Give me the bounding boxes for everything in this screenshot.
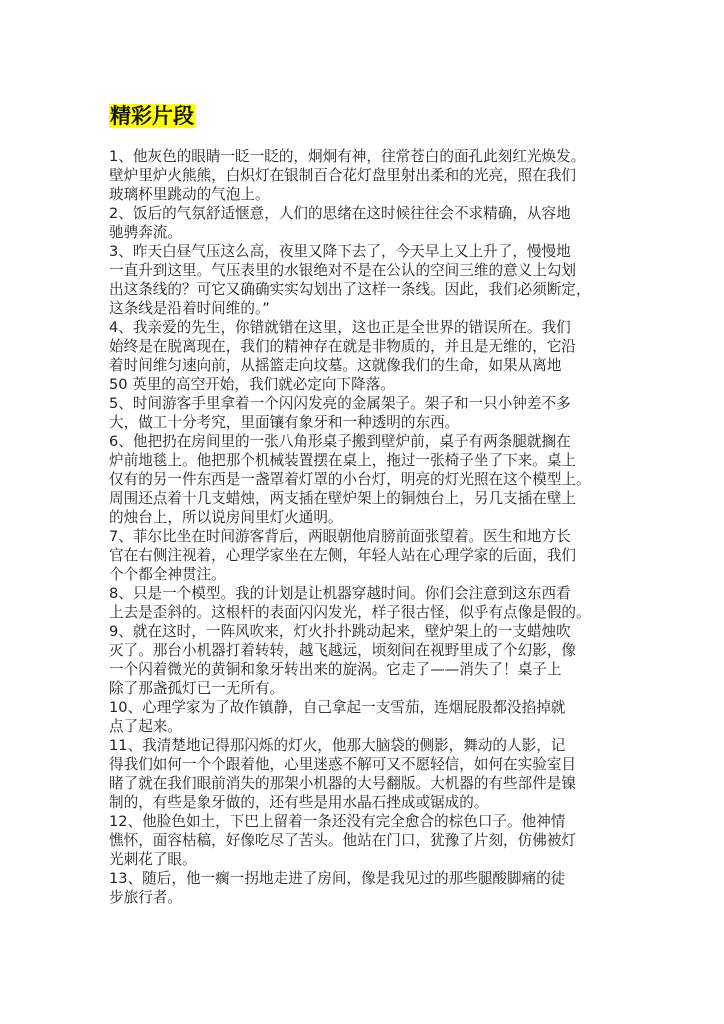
paragraph-line: 玻璃杯里跳动的气泡上。: [109, 186, 270, 203]
paragraph-line: 炉前地毯上。他把那个机械装置摆在桌上，拖过一张椅子坐了下来。桌上: [109, 452, 577, 469]
excerpt-paragraph: [109, 698, 649, 736]
paragraph-line: 50 英里的高空开始，我们就必定向下降落。: [109, 376, 395, 393]
excerpt-paragraph: [109, 527, 649, 584]
paragraph-line: 一直升到这里。气压表里的水银绝对不是在公认的空间三维的意义上勾划: [109, 262, 577, 279]
paragraph-line: 除了那盏孤灯已一无所有。: [109, 680, 285, 697]
excerpt-paragraph: [109, 869, 649, 907]
paragraph-line: 着时间维匀速向前，从摇篮走向坟墓。这就像我们的生命，如果从离地: [109, 357, 562, 374]
paragraph-line: 这条线是沿着时间维的。”: [109, 300, 270, 317]
paragraph-line: 8、只是一个模型。我的计划是让机器穿越时间。你们会注意到这东西看: [109, 585, 571, 602]
paragraph-line: 5、时间游客手里拿着一个闪闪发亮的金属架子。架子和一只小钟差不多: [109, 395, 571, 412]
paragraph-line: 得我们如何一个个跟着他，心里迷惑不解可又不愿轻信，如何在实验室目: [109, 756, 577, 773]
paragraph-line: 壁炉里炉火熊熊，白炽灯在银制百合花灯盘里射出柔和的光亮，照在我们: [109, 167, 577, 184]
paragraph-line: 制的，有些是象牙做的，还有些是用水晶石挫成或锯成的。: [109, 794, 489, 811]
paragraph-line: 光刺花了眼。: [109, 851, 197, 868]
paragraph-line: 个个都全神贯注。: [109, 566, 226, 583]
paragraph-line: 3、昨天白昼气压这么高，夜里又降下去了，今天早上又上升了，慢慢地: [109, 243, 571, 260]
excerpt-paragraph: [109, 242, 649, 318]
paragraph-line: 官在右侧注视着，心理学家坐在左侧，年轻人站在心理学家的后面，我们: [109, 547, 577, 564]
section-title: 精彩片段: [110, 104, 194, 128]
paragraph-line: 周围还点着十几支蜡烛，两支插在壁炉架上的铜烛台上，另几支插在壁上: [109, 490, 577, 507]
paragraph-line: 1、他灰色的眼睛一眨一眨的，炯炯有神，往常苍白的面孔此刻红光焕发。: [109, 148, 586, 165]
excerpt-paragraph: [109, 394, 649, 432]
paragraph-line: 驰骋奔流。: [109, 224, 182, 241]
excerpt-list: [109, 147, 649, 907]
paragraph-line: 灭了。那台小机器打着转转，越飞越远，顷刻间在视野里成了个幻影，像: [109, 642, 577, 659]
excerpt-paragraph: [109, 584, 649, 622]
paragraph-line: 的烛台上，所以说房间里灯火通明。: [109, 509, 343, 526]
excerpt-paragraph: [109, 622, 649, 698]
paragraph-line: 上去是歪斜的。这根杆的表面闪闪发光，样子很古怪，似乎有点像是假的。: [109, 604, 591, 621]
paragraph-line: 13、随后，他一瘸一拐地走进了房间，像是我见过的那些腿酸脚痛的徒: [109, 870, 566, 887]
excerpt-paragraph: [109, 432, 649, 527]
paragraph-line: 12、他脸色如土，下巴上留着一条还没有完全愈合的棕色口子。他神情: [109, 813, 566, 830]
excerpt-paragraph: [109, 147, 649, 204]
paragraph-line: 点了起来。: [109, 718, 182, 735]
paragraph-line: 大，做工十分考究，里面镶有象牙和一种透明的东西。: [109, 414, 460, 431]
paragraph-line: 11、我清楚地记得那闪烁的灯火，他那大脑袋的侧影，舞动的人影，记: [109, 737, 566, 754]
paragraph-line: 憔怀，面容枯稿，好像吃尽了苦头。他站在门口，犹豫了片刻，仿佛被灯: [109, 832, 577, 849]
paragraph-line: 4、我亲爱的先生，你错就错在这里，这也正是全世界的错误所在。我们: [109, 319, 571, 336]
excerpt-paragraph: [109, 204, 649, 242]
paragraph-line: 步旅行者。: [109, 889, 182, 906]
excerpt-paragraph: [109, 318, 649, 394]
paragraph-line: 一个闪着微光的黄铜和象牙转出来的旋涡。它走了——消失了！桌子上: [109, 661, 562, 678]
paragraph-line: 10、心理学家为了故作镇静，自己拿起一支雪茄，连烟屁股都没掐掉就: [109, 699, 566, 716]
excerpt-paragraph: [109, 812, 649, 869]
paragraph-line: 9、就在这时，一阵风吹来，灯火扑扑跳动起来，壁炉架上的一支蜡烛吹: [109, 623, 571, 640]
paragraph-line: 6、他把扔在房间里的一张八角形桌子搬到壁炉前，桌子有两条腿就搁在: [109, 433, 571, 450]
paragraph-line: 7、菲尔比坐在时间游客背后，两眼朝他肩膀前面张望着。医生和地方长: [109, 528, 571, 545]
paragraph-line: 始终是在脱离现在，我们的精神存在就是非物质的，并且是无维的，它沿: [109, 338, 577, 355]
excerpt-paragraph: [109, 736, 649, 812]
paragraph-line: 睹了就在我们眼前消失的那架小机器的大号翻版。大机器的有些部件是镍: [109, 775, 577, 792]
paragraph-line: 2、饭后的气氛舒适惬意，人们的思绪在这时候往往会不求精确，从容地: [109, 205, 571, 222]
paragraph-line: 仅有的另一件东西是一盏罩着灯罩的小台灯，明亮的灯光照在这个模型上。: [109, 471, 591, 488]
paragraph-line: 出这条线的？可它又确确实实勾划出了这样一条线。因此，我们必须断定，: [109, 281, 591, 298]
